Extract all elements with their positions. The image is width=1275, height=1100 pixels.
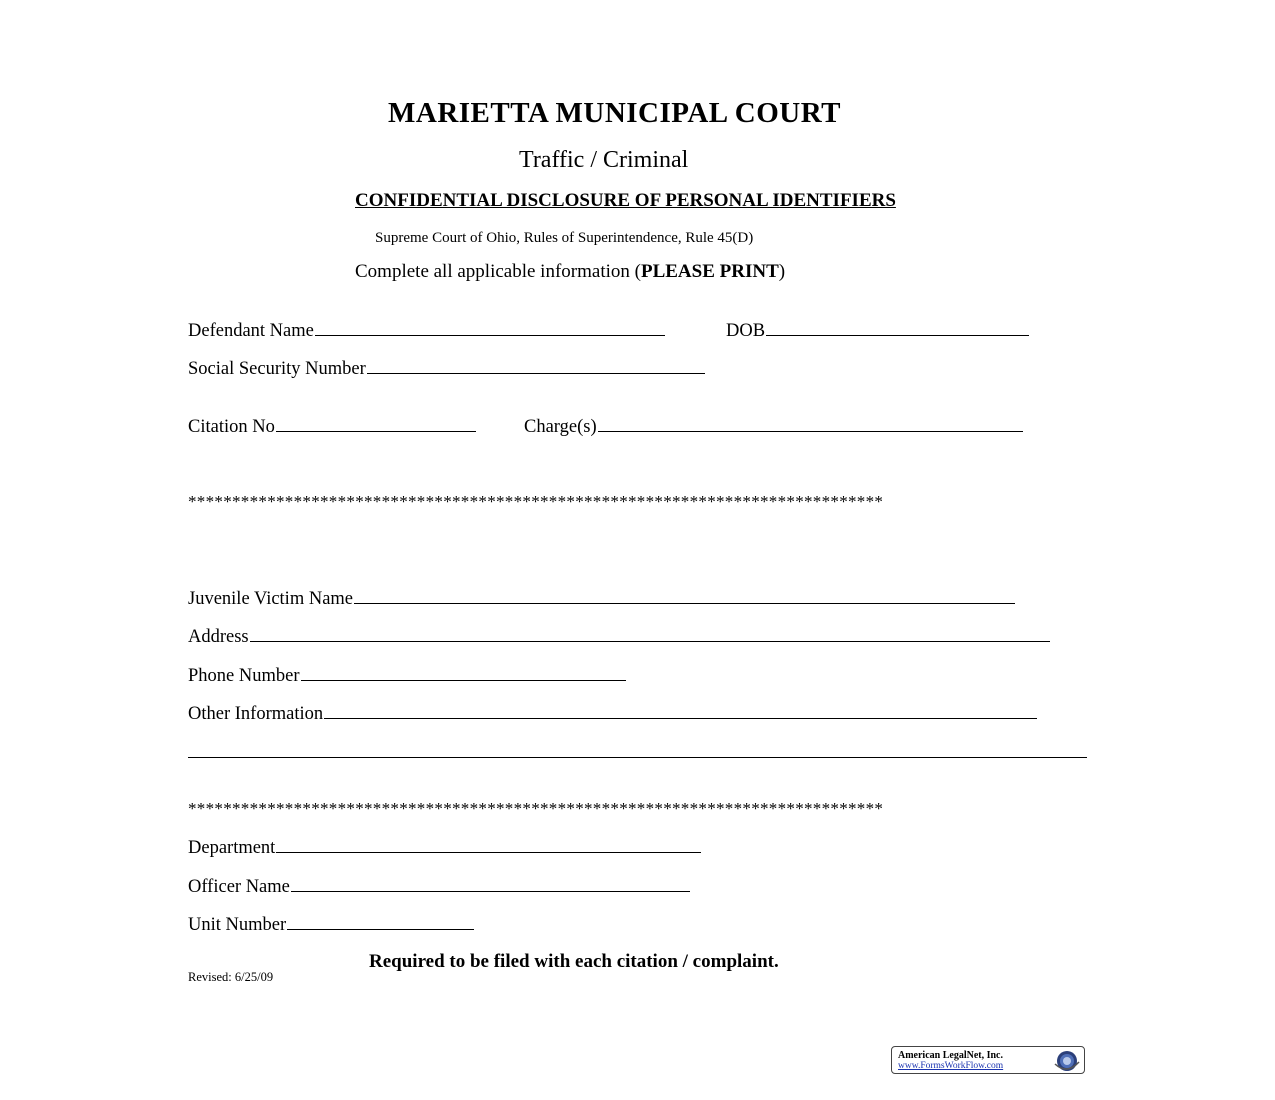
unit-number-field[interactable] (287, 914, 474, 930)
charges-label: Charge(s) (524, 417, 597, 437)
court-title: MARIETTA MUNICIPAL COURT (388, 97, 841, 129)
instructions-prefix: Complete all applicable information ( (355, 261, 641, 282)
victim-name-row (188, 588, 1015, 610)
defendant-name-row (188, 320, 665, 342)
globe-icon (1051, 1049, 1081, 1073)
victim-name-field[interactable] (354, 588, 1015, 604)
phone-row (188, 665, 626, 687)
dob-label: DOB (726, 321, 766, 341)
address-label: Address (188, 627, 249, 647)
other-info-row (188, 703, 1037, 725)
address-row (188, 626, 1050, 648)
other-info-continued-row (188, 742, 1087, 758)
dob-field[interactable] (766, 320, 1029, 336)
department-row (188, 837, 701, 859)
charges-field[interactable] (598, 416, 1023, 432)
officer-name-label: Officer Name (188, 877, 290, 897)
officer-name-field[interactable] (291, 876, 690, 892)
form-heading: CONFIDENTIAL DISCLOSURE OF PERSONAL IDENTIFIERS (355, 190, 896, 211)
phone-field[interactable] (301, 665, 626, 681)
victim-name-label: Juvenile Victim Name (188, 589, 354, 609)
logo-company-name: American LegalNet, Inc. (898, 1050, 1003, 1061)
other-info-label: Other Information (188, 704, 324, 724)
citation-field[interactable] (276, 416, 476, 432)
instructions-bold: PLEASE PRINT (640, 261, 779, 282)
department-label: Department (188, 838, 276, 858)
unit-number-row (188, 914, 474, 936)
citation-row (188, 416, 476, 438)
ssn-row (188, 358, 705, 380)
separator-stars-2: ******************************************************************************* (188, 799, 884, 818)
charges-row (524, 416, 1023, 438)
defendant-name-field[interactable] (315, 320, 665, 336)
department-field[interactable] (276, 837, 701, 853)
logo-url-link[interactable]: www.FormsWorkFlow.com (898, 1061, 1004, 1071)
address-field[interactable] (250, 626, 1050, 642)
case-type-subtitle: Traffic / Criminal (519, 147, 689, 173)
unit-number-label: Unit Number (188, 915, 287, 935)
other-info-field[interactable] (324, 703, 1037, 719)
instructions (355, 261, 785, 283)
revision-date: Revised: 6/25/09 (188, 970, 274, 984)
rule-reference: Supreme Court of Ohio, Rules of Superintendence, Rule 45(D) (375, 230, 754, 246)
other-info-continued-field[interactable] (188, 742, 1087, 758)
separator-stars-1: ******************************************************************************* (188, 492, 884, 511)
defendant-name-label: Defendant Name (188, 321, 314, 341)
instructions-suffix: ) (778, 261, 786, 282)
dob-row (726, 320, 1029, 342)
officer-name-row (188, 876, 690, 898)
phone-label: Phone Number (188, 666, 300, 686)
filing-requirement-note: Required to be filed with each citation / complaint. (369, 951, 779, 972)
ssn-label: Social Security Number (188, 359, 366, 379)
ssn-field[interactable] (367, 358, 705, 374)
citation-label: Citation No (188, 417, 275, 437)
publisher-logo (891, 1046, 1085, 1074)
